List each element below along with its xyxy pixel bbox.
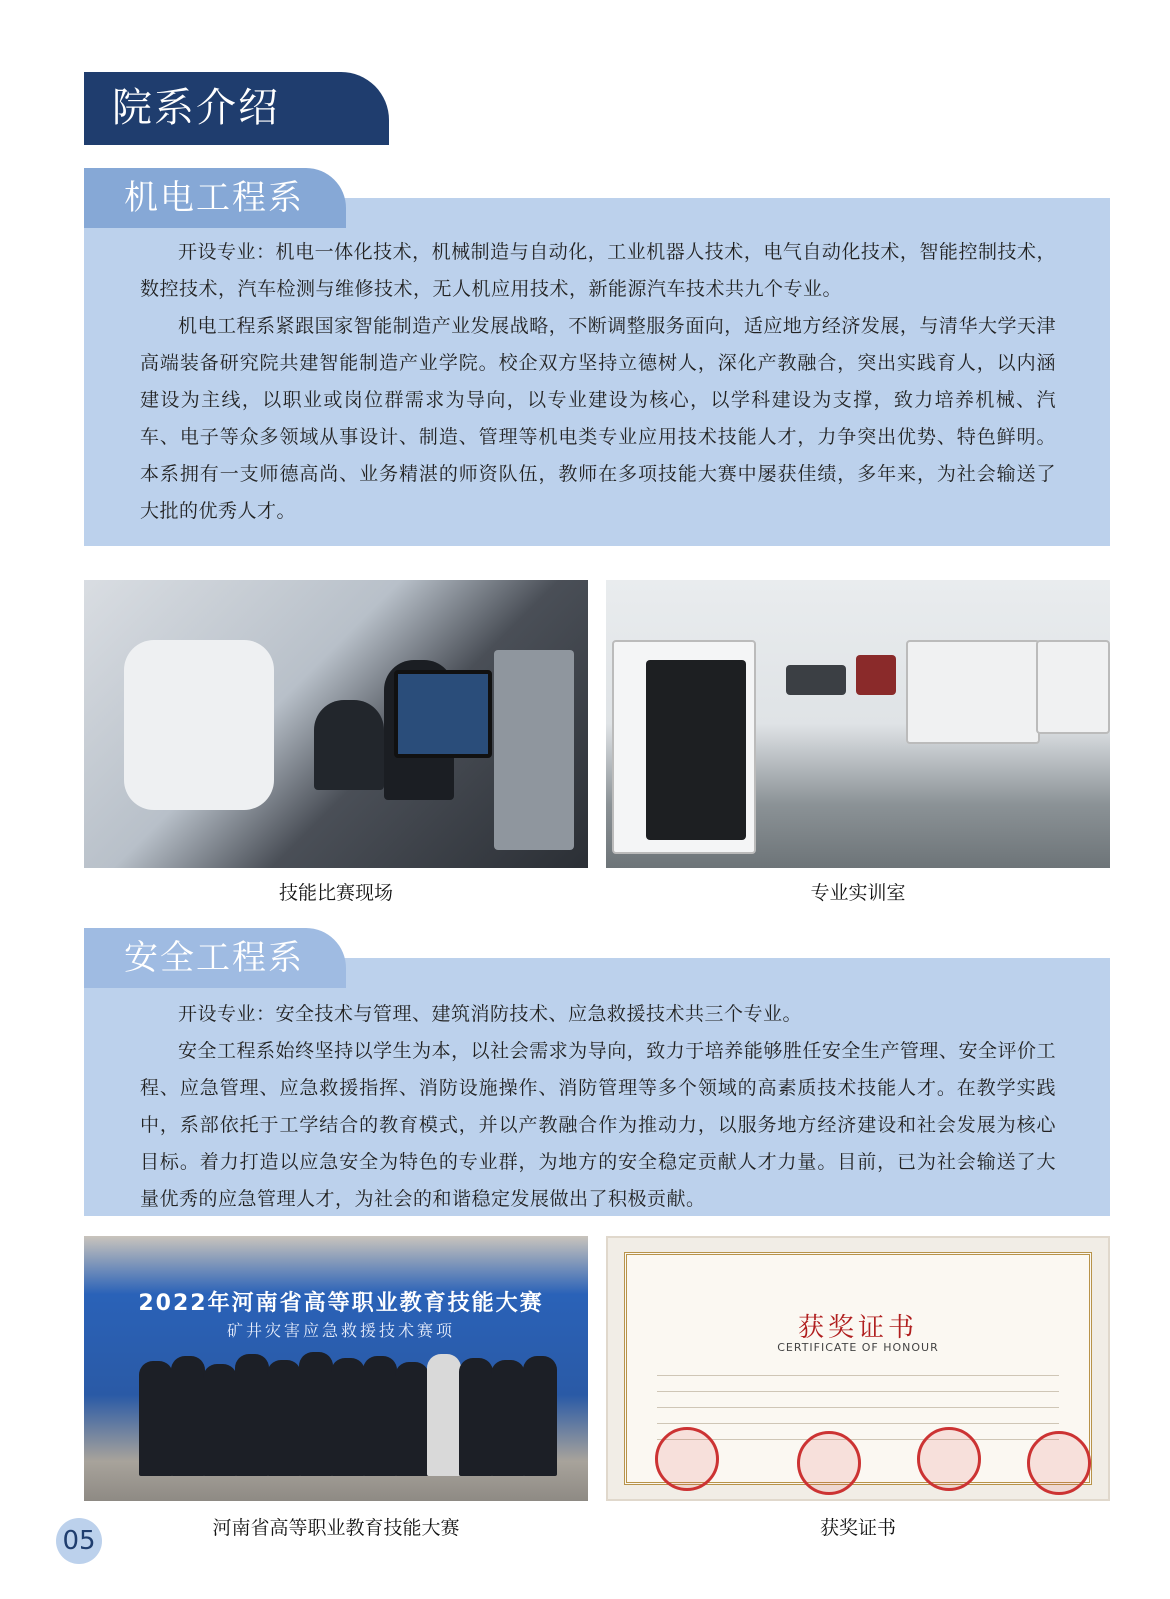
seal-icon (917, 1427, 981, 1491)
paragraph: 机电工程系紧跟国家智能制造产业发展战略，不断调整服务面向，适应地方经济发展，与清华大学天津高端装备研究院共建智能制造产业学院。校企双方坚持立德树人，深化产教融合，突出实践育人，以内涵建设为主线，以职业或岗位群需求为导向，以专业建设为核心，以学科建设为支撑，致力培养机械、汽车、电子等众多领域从事设计、制造、管理等机电类专业应用技术技能人才，力争突出优势、特色鲜明。本系拥有一支师德高尚、业务精湛的师资队伍，教师在多项技能大赛中屡获佳绩，多年来，为社会输送了大批的优秀人才。 (140, 315, 1056, 522)
group-photo-people (139, 1346, 548, 1476)
seal-icon (797, 1431, 861, 1495)
certificate-frame (624, 1252, 1092, 1485)
photo-caption: 专业实训室 (810, 882, 906, 904)
paragraph: 开设专业：安全技术与管理、建筑消防技术、应急救援技术共三个专业。 (178, 1003, 803, 1025)
seal-icon (1027, 1431, 1091, 1495)
photo-caption: 河南省高等职业教育技能大赛 (212, 1517, 460, 1539)
paragraph: 安全工程系始终坚持以学生为本，以社会需求为导向，致力于培养能够胜任安全生产管理、安全评价工程、应急管理、应急救援指挥、消防设施操作、消防管理等多个领域的高素质技术技能人才。在教学实践中，系部依托于工学结合的教育模式，并以产教融合作为推动力，以服务地方经济建设和社会发展为核心目标。着力打造以应急安全为特色的专业群，为地方的安全稳定贡献人才力量。目前，已为社会输送了大量优秀的应急管理人才，为社会的和谐稳定发展做出了积极贡献。 (140, 1040, 1056, 1210)
section-safety-heading: 安全工程系 (84, 928, 346, 988)
seal-icon (655, 1427, 719, 1491)
photo-training-room (606, 580, 1110, 868)
section-safety-text (140, 996, 1056, 1218)
section-mechatronics-heading: 机电工程系 (84, 168, 346, 228)
photo-provincial-competition (84, 1236, 588, 1501)
page-number: 05 (56, 1518, 102, 1564)
banner-title: 2022年河南省高等职业教育技能大赛 (138, 1291, 544, 1316)
banner-subtitle: 矿井灾害应急救援技术赛项 (226, 1321, 455, 1340)
certificate-title: 获奖证书 (797, 1313, 918, 1343)
page-title: 院系介绍 (84, 72, 389, 145)
photo-skills-competition (84, 580, 588, 868)
photo-caption: 获奖证书 (819, 1517, 896, 1539)
photo-award-certificate (606, 1236, 1110, 1501)
certificate-subtitle: CERTIFICATE OF HONOUR (777, 1341, 939, 1354)
section-mechatronics-text (140, 234, 1056, 530)
paragraph: 开设专业：机电一体化技术，机械制造与自动化，工业机器人技术，电气自动化技术，智能控制技术，数控技术，汽车检测与维修技术，无人机应用技术，新能源汽车技术共九个专业。 (140, 241, 1056, 300)
photo-caption: 技能比赛现场 (278, 882, 393, 904)
